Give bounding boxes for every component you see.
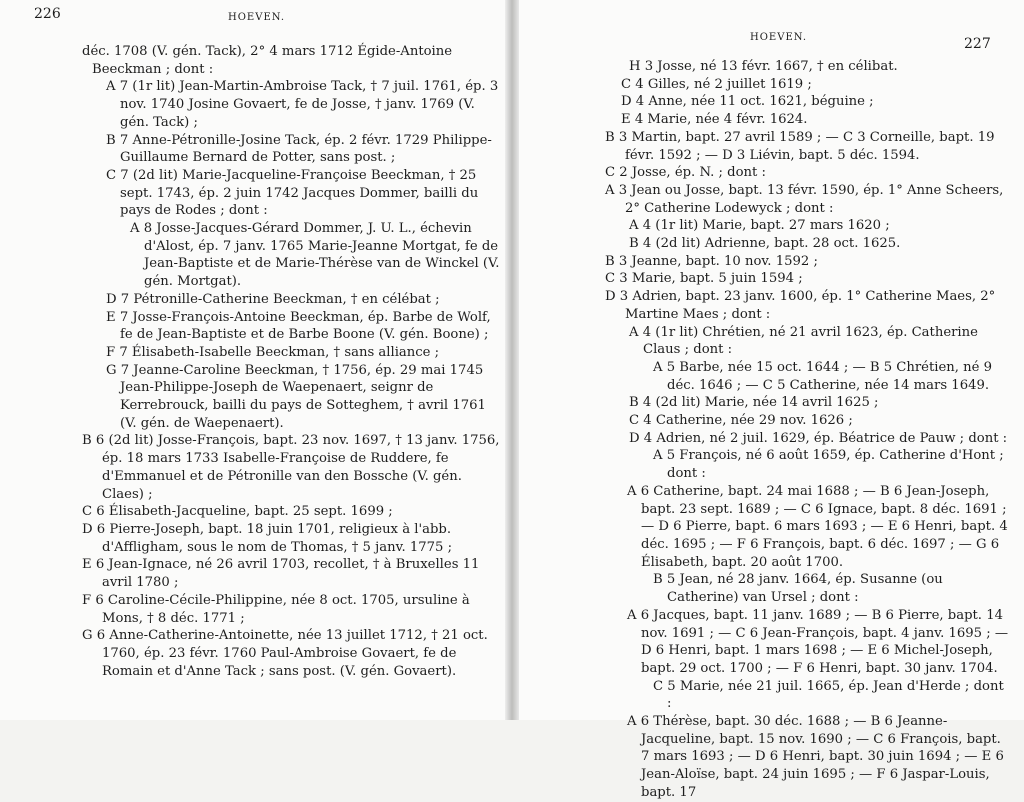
paragraph: D 6 Pierre-Joseph, bapt. 18 juin 1701, religieux à l'abb. d'Affligham, sous le nom de Thomas, † 5 janv. 1775 ; (82, 521, 453, 555)
paragraph: A 5 François, né 6 août 1659, ép. Catherine d'Hont ; dont : (653, 448, 1004, 482)
paragraph: A 4 (1r lit) Chrétien, né 21 avril 1623, ép. Catherine Claus ; dont : (629, 324, 978, 358)
paragraph: F 7 Élisabeth-Isabelle Beeckman, † sans alliance ; (106, 344, 440, 360)
paragraph: A 6 Thérèse, bapt. 30 déc. 1688 ; — B 6 Jeanne-Jacqueline, bapt. 15 nov. 1690 ; — C 6 François, bapt. 7 mars 1693 ; — D 6 Henri, bapt. 30 juin 1694 ; — E 6 Jean-Aloïse, bapt. 24 juin 1695 ; — F 6 Jaspar-Louis, bapt. 17 (627, 714, 1004, 800)
paragraph: D 3 Adrien, bapt. 23 janv. 1600, ép. 1° Catherine Maes, 2° Martine Maes ; dont : (605, 289, 996, 322)
paragraph: C 6 Élisabeth-Jacqueline, bapt. 25 sept. 1699 ; (82, 504, 393, 520)
paragraph: B 4 (2d lit) Marie, née 14 avril 1625 ; (629, 395, 879, 411)
page-gutter (505, 0, 519, 720)
paragraph: D 4 Adrien, né 2 juil. 1629, ép. Béatrice de Pauw ; dont : (629, 430, 1008, 446)
paragraph: A 3 Jean ou Josse, bapt. 13 févr. 1590, ép. 1° Anne Scheers, 2° Catherine Lodewyck ; dont : (605, 182, 1004, 216)
paragraph: A 7 (1r lit) Jean-Martin-Ambroise Tack, † 7 juil. 1761, ép. 3 nov. 1740 Josine Govaert, fe de Josse, † janv. 1769 (V. gén. Tack) ; (106, 79, 499, 130)
paragraph: B 5 Jean, né 28 janv. 1664, ép. Susanne (ou Catherine) van Ursel ; dont : (653, 572, 943, 606)
paragraph: B 3 Jeanne, bapt. 10 nov. 1592 ; (605, 253, 818, 269)
paragraph: C 3 Marie, bapt. 5 juin 1594 ; (605, 271, 803, 287)
paragraph: déc. 1708 (V. gén. Tack), 2° 4 mars 1712 Égide-Antoine Beeckman ; dont : (82, 44, 453, 77)
page-number-left: 226 (34, 6, 61, 22)
paragraph: D 7 Pétronille-Catherine Beeckman, † en célébat ; (106, 291, 440, 307)
paragraph: E 6 Jean-Ignace, né 26 avril 1703, recollet, † à Bruxelles 11 avril 1780 ; (82, 557, 480, 591)
paragraph: G 6 Anne-Catherine-Antoinette, née 13 juillet 1712, † 21 oct. 1760, ép. 23 févr. 1760 Paul-Ambroise Govaert, fe de Romain et d'Anne Tack ; sans post. (V. gén. Govaert). (82, 628, 488, 679)
paragraph: E 4 Marie, née 4 févr. 1624. (621, 112, 808, 128)
paragraph: B 6 (2d lit) Josse-François, bapt. 23 nov. 1697, † 13 janv. 1756, ép. 18 mars 1733 Isabelle-Françoise de Ruddere, fe d'Emmanuel et de Pétronille van den Bossche (V. gén. Claes) ; (82, 433, 500, 502)
paragraph: A 8 Josse-Jacques-Gérard Dommer, J. U. L., échevin d'Alost, ép. 7 janv. 1765 Marie-Jeanne Mortgat, fe de Jean-Baptiste et de Marie-Thérèse van de Winckel (V. gén. Mortgat). (130, 221, 500, 290)
paragraph: B 3 Martin, bapt. 27 avril 1589 ; — C 3 Corneille, bapt. 19 févr. 1592 ; — D 3 Liévin, bapt. 5 déc. 1594. (605, 129, 995, 163)
paragraph: C 7 (2d lit) Marie-Jacqueline-Françoise Beeckman, † 25 sept. 1743, ép. 2 juin 1742 Jacques Dommer, bailli du pays de Rodes ; dont : (106, 167, 479, 219)
paragraph: A 5 Barbe, née 15 oct. 1644 ; — B 5 Chrétien, né 9 déc. 1646 ; — C 5 Catherine, née 14 mars 1649. (653, 359, 993, 393)
page-number-right: 227 (964, 36, 991, 52)
paragraph: F 6 Caroline-Cécile-Philippine, née 8 oct. 1705, ursuline à Mons, † 8 déc. 1771 ; (82, 592, 470, 626)
paragraph: E 7 Josse-François-Antoine Beeckman, ép. Barbe de Wolf, fe de Jean-Baptiste et de Barbe Boone (V. gén. Boone) ; (106, 309, 491, 343)
paragraph: C 4 Gilles, né 2 juillet 1619 ; (621, 76, 812, 92)
paragraph: A 6 Catherine, bapt. 24 mai 1688 ; — B 6 Jean-Joseph, bapt. 23 sept. 1689 ; — C 6 Ignace, bapt. 8 déc. 1691 ; — D 6 Pierre, bapt. 6 mars 1693 ; — E 6 Henri, bapt. 4 déc. 1695 ; — F 6 François, bapt. 6 déc. 1697 ; — G 6 Élisabeth, bapt. 20 août 1700. (627, 483, 1008, 570)
paragraph: A 4 (1r lit) Marie, bapt. 27 mars 1620 ; (629, 218, 890, 234)
right-page-text (605, 58, 1010, 802)
paragraph: C 2 Josse, ép. N. ; dont : (605, 165, 766, 181)
paragraph: A 6 Jacques, bapt. 11 janv. 1689 ; — B 6 Pierre, bapt. 14 nov. 1691 ; — C 6 Jean-François, bapt. 4 janv. 1695 ; — D 6 Henri, bapt. 1 mars 1698 ; — E 6 Michel-Joseph, bapt. 29 oct. 1700 ; — F 6 Henri, bapt. 30 janv. 1704. (627, 607, 1009, 676)
paragraph: B 4 (2d lit) Adrienne, bapt. 28 oct. 1625. (629, 236, 901, 252)
paragraph: G 7 Jeanne-Caroline Beeckman, † 1756, ép. 29 mai 1745 Jean-Philippe-Joseph de Waepenaert, seignr de Kerrebrouck, bailli du pays de Sotteghem, † avril 1761 (V. gén. de Waepenaert). (106, 362, 486, 431)
left-page-text (82, 43, 502, 680)
paragraph: D 4 Anne, née 11 oct. 1621, béguine ; (621, 94, 874, 110)
paragraph: C 4 Catherine, née 29 nov. 1626 ; (629, 413, 853, 429)
running-head-left: HOEVEN. (228, 12, 286, 23)
paragraph: H 3 Josse, né 13 févr. 1667, † en célibat. (629, 59, 898, 74)
paragraph: B 7 Anne-Pétronille-Josine Tack, ép. 2 févr. 1729 Philippe-Guillaume Bernard de Potter, sans post. ; (106, 132, 492, 166)
running-head-right: HOEVEN. (750, 32, 808, 43)
paragraph: C 5 Marie, née 21 juil. 1665, ép. Jean d'Herde ; dont : (653, 678, 1004, 712)
